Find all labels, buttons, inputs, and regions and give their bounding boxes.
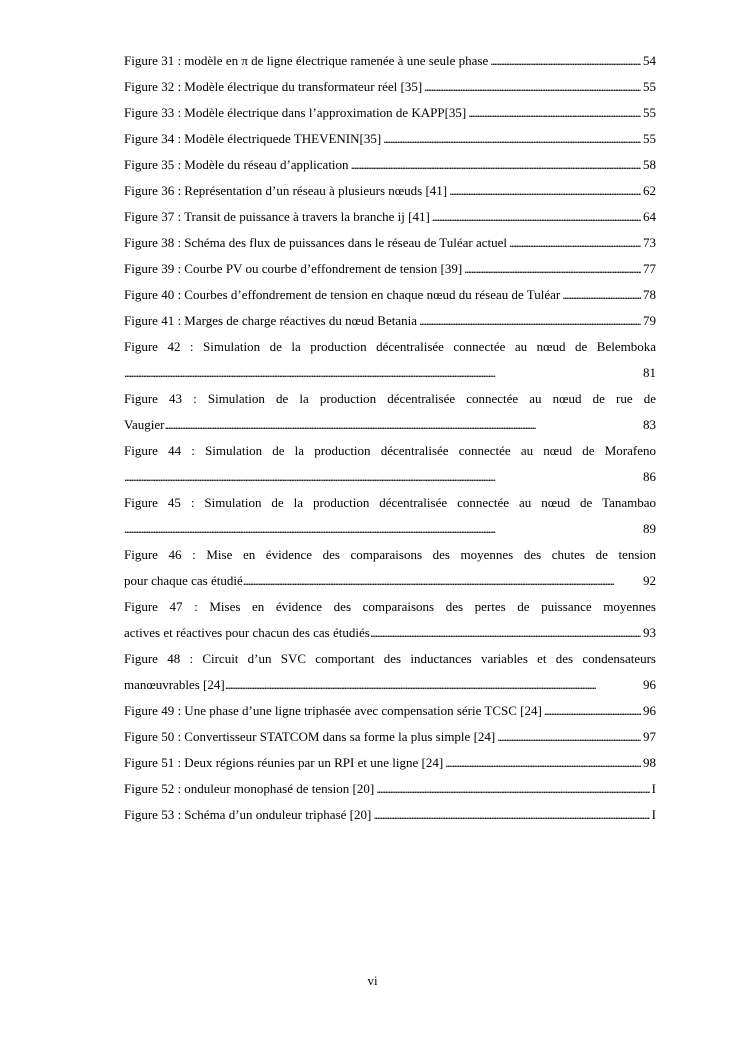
toc-entry[interactable] xyxy=(124,48,656,74)
entry-page: 58 xyxy=(643,157,656,172)
dot-leader xyxy=(383,126,641,152)
entry-title: Figure 51 : Deux régions réunies par un RPI et une ligne [24] xyxy=(124,755,444,770)
entry-title: Figure 44 : Simulation de la production décentralisée connectée au nœud de Morafeno xyxy=(124,443,656,458)
entry-page: 83 xyxy=(643,417,656,432)
entry-title: Figure 48 : Circuit d’un SVC comportant des inductances variables et des condensateurs xyxy=(124,651,656,666)
entry-title: Figure 38 : Schéma des flux de puissances dans le réseau de Tuléar actuel xyxy=(124,235,508,250)
dot-leader xyxy=(124,516,641,542)
toc-entry[interactable] xyxy=(124,256,656,282)
dot-leader xyxy=(376,776,649,802)
dot-leader xyxy=(509,230,641,256)
dot-leader xyxy=(424,74,641,100)
toc-entry[interactable] xyxy=(124,334,656,386)
dot-leader xyxy=(468,100,641,126)
dot-leader xyxy=(243,568,641,594)
toc-entry[interactable] xyxy=(124,126,656,152)
dot-leader xyxy=(370,620,641,646)
entry-title: Figure 39 : Courbe PV ou courbe d’effondrement de tension [39] xyxy=(124,261,463,276)
entry-title: Figure 31 : modèle en π de ligne électrique ramenée à une seule phase xyxy=(124,53,489,68)
toc-entry[interactable] xyxy=(124,802,656,828)
entry-title: Figure 49 : Une phase d’une ligne triphasée avec compensation série TCSC [24] xyxy=(124,703,542,718)
entry-title: Figure 50 : Convertisseur STATCOM dans sa forme la plus simple [24] xyxy=(124,729,496,744)
entry-page: 81 xyxy=(643,365,656,380)
toc-entry[interactable] xyxy=(124,776,656,802)
entry-page: 73 xyxy=(643,235,656,250)
dot-leader xyxy=(445,750,641,776)
toc-entry[interactable] xyxy=(124,152,656,178)
entry-page: 77 xyxy=(643,261,656,276)
entry-page: 97 xyxy=(643,729,656,744)
entry-title-continued: Vaugier xyxy=(124,417,165,432)
dot-leader xyxy=(464,256,641,282)
entry-title: Figure 41 : Marges de charge réactives du nœud Betania xyxy=(124,313,418,328)
dot-leader xyxy=(124,360,641,386)
entry-title: Figure 34 : Modèle électriquede THEVENIN[35] xyxy=(124,131,382,146)
toc-entry[interactable] xyxy=(124,724,656,750)
entry-title: Figure 52 : onduleur monophasé de tension [20] xyxy=(124,781,375,796)
entry-title-continued: manœuvrables [24] xyxy=(124,677,225,692)
dot-leader xyxy=(497,724,641,750)
entry-page: 55 xyxy=(643,131,656,146)
toc-entry[interactable] xyxy=(124,282,656,308)
entry-title-continued: pour chaque cas étudié xyxy=(124,573,243,588)
toc-entry[interactable] xyxy=(124,438,656,490)
entry-title: Figure 53 : Schéma d’un onduleur triphasé [20] xyxy=(124,807,372,822)
entry-page: 98 xyxy=(643,755,656,770)
entry-title: Figure 33 : Modèle électrique dans l’approximation de KAPP[35] xyxy=(124,105,467,120)
toc-entry[interactable] xyxy=(124,698,656,724)
toc-entry[interactable] xyxy=(124,750,656,776)
entry-page: 54 xyxy=(643,53,656,68)
dot-leader xyxy=(449,178,641,204)
entry-title: Figure 32 : Modèle électrique du transformateur réel [35] xyxy=(124,79,423,94)
entry-page: 79 xyxy=(643,313,656,328)
dot-leader xyxy=(419,308,641,334)
entry-title: Figure 36 : Représentation d’un réseau à plusieurs nœuds [41] xyxy=(124,183,448,198)
entry-title: Figure 37 : Transit de puissance à travers la branche ij [41] xyxy=(124,209,430,224)
toc-entry[interactable] xyxy=(124,100,656,126)
entry-page: 55 xyxy=(643,79,656,94)
toc-entry[interactable] xyxy=(124,308,656,334)
entry-page: 55 xyxy=(643,105,656,120)
dot-leader xyxy=(225,672,641,698)
entry-title: Figure 47 : Mises en évidence des comparaisons des pertes de puissance moyennes xyxy=(124,599,656,614)
toc-entry[interactable] xyxy=(124,74,656,100)
entry-page: I xyxy=(651,807,656,822)
entry-page: 86 xyxy=(643,469,656,484)
entry-page: 96 xyxy=(643,703,656,718)
entry-page: 89 xyxy=(643,521,656,536)
entry-page: 78 xyxy=(643,287,656,302)
entry-title: Figure 46 : Mise en évidence des comparaisons des moyennes des chutes de tension xyxy=(124,547,656,562)
entry-page: 62 xyxy=(643,183,656,198)
toc-entry[interactable] xyxy=(124,178,656,204)
entry-page: 92 xyxy=(643,573,656,588)
toc-entry[interactable] xyxy=(124,204,656,230)
list-of-figures xyxy=(124,48,656,828)
dot-leader xyxy=(432,204,641,230)
dot-leader xyxy=(351,152,641,178)
toc-entry[interactable] xyxy=(124,594,656,646)
toc-entry[interactable] xyxy=(124,542,656,594)
entry-title: Figure 40 : Courbes d’effondrement de tension en chaque nœud du réseau de Tuléar xyxy=(124,287,561,302)
toc-entry[interactable] xyxy=(124,230,656,256)
entry-title: Figure 42 : Simulation de la production décentralisée connectée au nœud de Belemboka xyxy=(124,339,656,354)
entry-page: 64 xyxy=(643,209,656,224)
toc-entry[interactable] xyxy=(124,386,656,438)
dot-leader xyxy=(164,412,641,438)
dot-leader xyxy=(124,464,641,490)
page-number: vi xyxy=(367,973,378,988)
entry-title: Figure 43 : Simulation de la production décentralisée connectée au nœud de rue de xyxy=(124,391,656,406)
entry-page: I xyxy=(651,781,656,796)
toc-entry[interactable] xyxy=(124,646,656,698)
toc-entry[interactable] xyxy=(124,490,656,542)
dot-leader xyxy=(373,802,649,828)
dot-leader xyxy=(544,698,641,724)
entry-page: 96 xyxy=(643,677,656,692)
entry-title-continued: actives et réactives pour chacun des cas étudiés xyxy=(124,625,370,640)
entry-title: Figure 35 : Modèle du réseau d’application xyxy=(124,157,349,172)
dot-leader xyxy=(562,282,641,308)
entry-title: Figure 45 : Simulation de la production décentralisée connectée au nœud de Tanambao xyxy=(124,495,656,510)
entry-page: 93 xyxy=(643,625,656,640)
dot-leader xyxy=(490,48,641,74)
